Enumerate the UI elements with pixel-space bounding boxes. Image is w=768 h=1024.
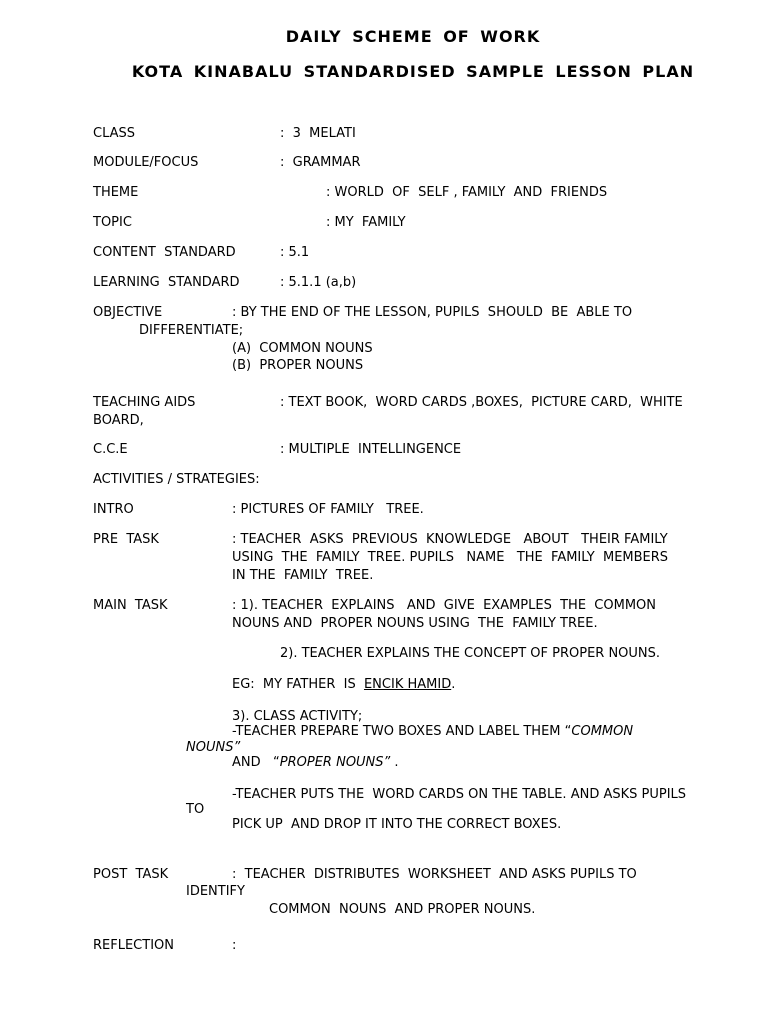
- objective-item-b: (B) PROPER NOUNS: [232, 358, 364, 373]
- learning-standard-label: LEARNING STANDARD: [93, 275, 240, 290]
- class-label: CLASS: [93, 126, 136, 141]
- main-task-step1-line2: NOUNS AND PROPER NOUNS USING THE FAMILY TREE.: [232, 616, 598, 631]
- main-task-example: [232, 677, 455, 693]
- step3-and-text: AND “: [232, 755, 280, 770]
- topic-label: TOPIC: [93, 215, 132, 230]
- pre-task-label: PRE TASK: [93, 532, 159, 547]
- step3-proper-label: PROPER NOUNS”: [279, 755, 391, 770]
- content-standard-label: CONTENT STANDARD: [93, 245, 236, 260]
- objective-label: OBJECTIVE: [93, 305, 163, 320]
- main-task-step3-line5: PICK UP AND DROP IT INTO THE CORRECT BOXES.: [232, 817, 562, 832]
- topic-value: : MY FAMILY: [326, 215, 406, 230]
- main-task-label: MAIN TASK: [93, 598, 168, 613]
- teaching-aids-line2: BOARD,: [93, 413, 144, 428]
- objective-line2: DIFFERENTIATE;: [139, 323, 244, 338]
- main-task-step3-to: TO: [186, 802, 205, 817]
- module-value: : GRAMMAR: [280, 155, 361, 170]
- page-title: DAILY SCHEME OF WORK: [285, 27, 541, 46]
- step3-common-label: COMMON: [571, 724, 634, 739]
- theme-value: : WORLD OF SELF , FAMILY AND FRIENDS: [326, 185, 608, 200]
- teaching-aids-line1: : TEXT BOOK, WORD CARDS ,BOXES, PICTURE CARD, WHITE: [280, 395, 683, 410]
- step3-line2-text: -TEACHER PREPARE TWO BOXES AND LABEL THEM “: [232, 724, 572, 739]
- module-label: MODULE/FOCUS: [93, 155, 199, 170]
- post-task-line2: IDENTIFY: [186, 884, 245, 899]
- reflection-value: :: [232, 938, 237, 953]
- learning-standard-value: : 5.1.1 (a,b): [280, 275, 357, 290]
- main-task-step3-and: [232, 755, 399, 771]
- pre-task-line3: IN THE FAMILY TREE.: [232, 568, 374, 583]
- class-value: : 3 MELATI: [280, 126, 356, 141]
- main-task-step1-line1: : 1). TEACHER EXPLAINS AND GIVE EXAMPLES THE COMMON: [232, 598, 657, 613]
- pre-task-line2: USING THE FAMILY TREE. PUPILS NAME THE FAMILY MEMBERS: [232, 550, 669, 565]
- intro-value: : PICTURES OF FAMILY TREE.: [232, 502, 424, 517]
- page-subtitle: KOTA KINABALU STANDARDISED SAMPLE LESSON PLAN: [131, 62, 695, 81]
- example-suffix: .: [451, 677, 456, 692]
- main-task-step3-line2: [232, 724, 633, 740]
- main-task-step3: 3). CLASS ACTIVITY;: [232, 709, 363, 724]
- pre-task-line1: : TEACHER ASKS PREVIOUS KNOWLEDGE ABOUT THEIR FAMILY: [232, 532, 668, 547]
- main-task-step3-line4: -TEACHER PUTS THE WORD CARDS ON THE TABLE. AND ASKS PUPILS: [232, 787, 687, 802]
- activities-heading: ACTIVITIES / STRATEGIES:: [93, 472, 260, 487]
- intro-label: INTRO: [93, 502, 134, 517]
- cce-label: C.C.E: [93, 442, 128, 457]
- cce-value: : MULTIPLE INTELLINGENCE: [280, 442, 462, 457]
- objective-line1: : BY THE END OF THE LESSON, PUPILS SHOULD BE ABLE TO: [232, 305, 633, 320]
- post-task-line1: : TEACHER DISTRIBUTES WORKSHEET AND ASKS PUPILS TO: [232, 867, 637, 882]
- example-name: ENCIK HAMID: [363, 677, 452, 692]
- content-standard-value: : 5.1: [280, 245, 310, 260]
- post-task-line3: COMMON NOUNS AND PROPER NOUNS.: [269, 902, 536, 917]
- step3-period: .: [390, 755, 399, 770]
- teaching-aids-label: TEACHING AIDS: [93, 395, 196, 410]
- objective-item-a: (A) COMMON NOUNS: [232, 341, 373, 356]
- example-prefix: EG: MY FATHER IS: [232, 677, 364, 692]
- post-task-label: POST TASK: [93, 867, 169, 882]
- reflection-label: REFLECTION: [93, 938, 174, 953]
- main-task-step2: 2). TEACHER EXPLAINS THE CONCEPT OF PROPER NOUNS.: [280, 646, 661, 661]
- main-task-step3-nouns: NOUNS”: [186, 740, 241, 755]
- theme-label: THEME: [93, 185, 139, 200]
